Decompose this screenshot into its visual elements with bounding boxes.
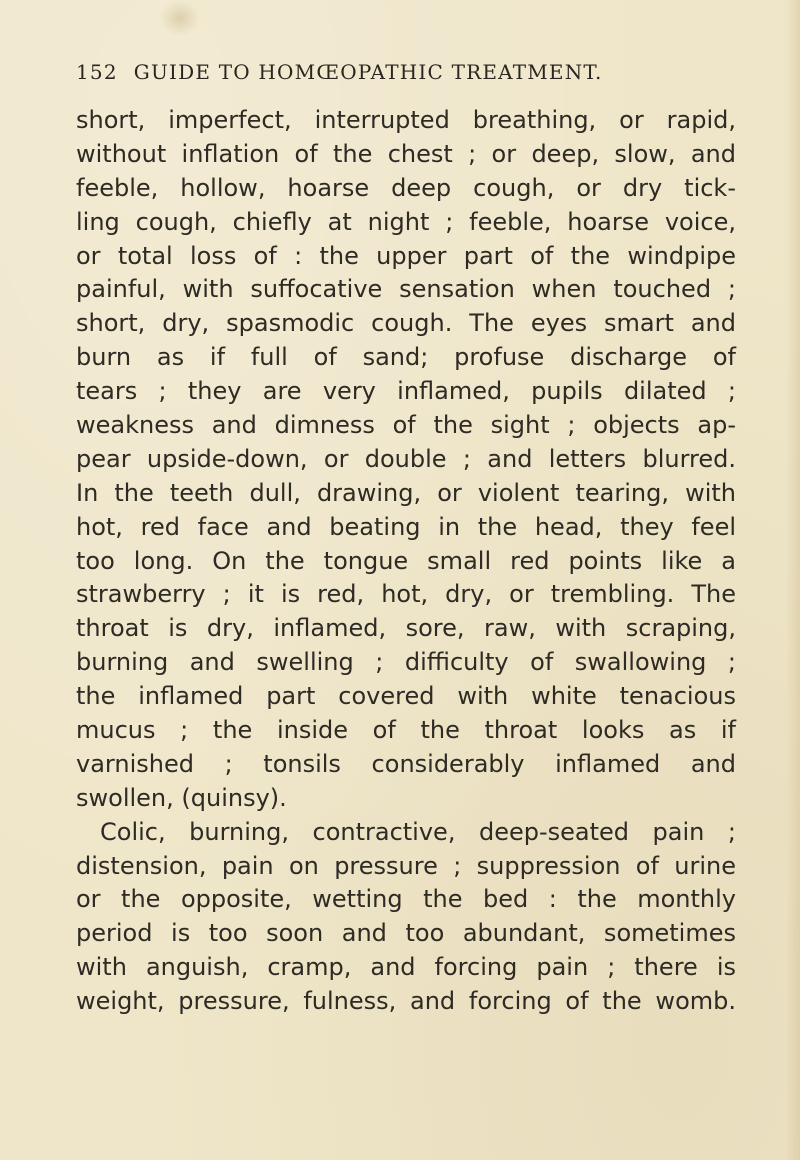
text-line: period is too soon and too abundant, sometimes	[76, 919, 736, 948]
text-line: burning and swelling ; difficulty of swallowing ;	[76, 648, 736, 677]
text-line: with anguish, cramp, and forcing pain ; there is	[76, 953, 736, 982]
text-line: weakness and dimness of the sight ; objects ap-	[76, 411, 736, 440]
text-line: mucus ; the inside of the throat looks as if	[76, 716, 736, 745]
text-line: or total loss of : the upper part of the windpipe	[76, 241, 736, 270]
text-line: too long. On the tongue small red points like a	[76, 546, 736, 575]
text-line: or the opposite, wetting the bed : the monthly	[76, 885, 736, 914]
text-line: ling cough, chiefly at night ; feeble, hoarse voice,	[76, 207, 736, 236]
text-line: painful, with suffocative sensation when touched ;	[76, 275, 736, 304]
text-line: swollen, (quinsy).	[76, 783, 287, 812]
text-line: throat is dry, inflamed, sore, raw, with scraping,	[76, 614, 736, 643]
page-edge-shadow	[786, 0, 800, 1160]
text-line: without inflation of the chest ; or deep, slow, and	[76, 139, 736, 168]
text-line: short, dry, spasmodic cough. The eyes smart and	[76, 309, 736, 338]
text-line: short, imperfect, interrupted breathing, or rapid,	[76, 106, 736, 134]
text-line: Colic, burning, contractive, deep-seated pain ;	[100, 817, 736, 846]
text-line: weight, pressure, fulness, and forcing of the womb.	[76, 987, 736, 1016]
running-header	[76, 56, 736, 88]
page-number: 152	[76, 60, 118, 84]
text-line: distension, pain on pressure ; suppression of urine	[76, 851, 736, 880]
paragraph-1	[76, 104, 736, 816]
text-line: hot, red face and beating in the head, they feel	[76, 512, 736, 541]
text-line: the inflamed part covered with white tenacious	[76, 682, 736, 711]
text-line: burn as if full of sand; profuse discharge of	[76, 343, 736, 372]
body-text	[76, 104, 736, 1019]
text-line: feeble, hollow, hoarse deep cough, or dry tick-	[76, 173, 736, 202]
text-line: strawberry ; it is red, hot, dry, or trembling. The	[76, 580, 736, 609]
paper-stain	[160, 0, 200, 36]
paragraph-2	[76, 816, 736, 1019]
text-line: In the teeth dull, drawing, or violent tearing, with	[76, 478, 736, 507]
running-title: GUIDE TO HOMŒOPATHIC TREATMENT.	[133, 60, 603, 84]
text-line: pear upside-down, or double ; and letters blurred.	[76, 444, 736, 473]
text-line: varnished ; tonsils considerably inflamed and	[76, 749, 736, 778]
text-line: tears ; they are very inflamed, pupils dilated ;	[76, 377, 736, 406]
